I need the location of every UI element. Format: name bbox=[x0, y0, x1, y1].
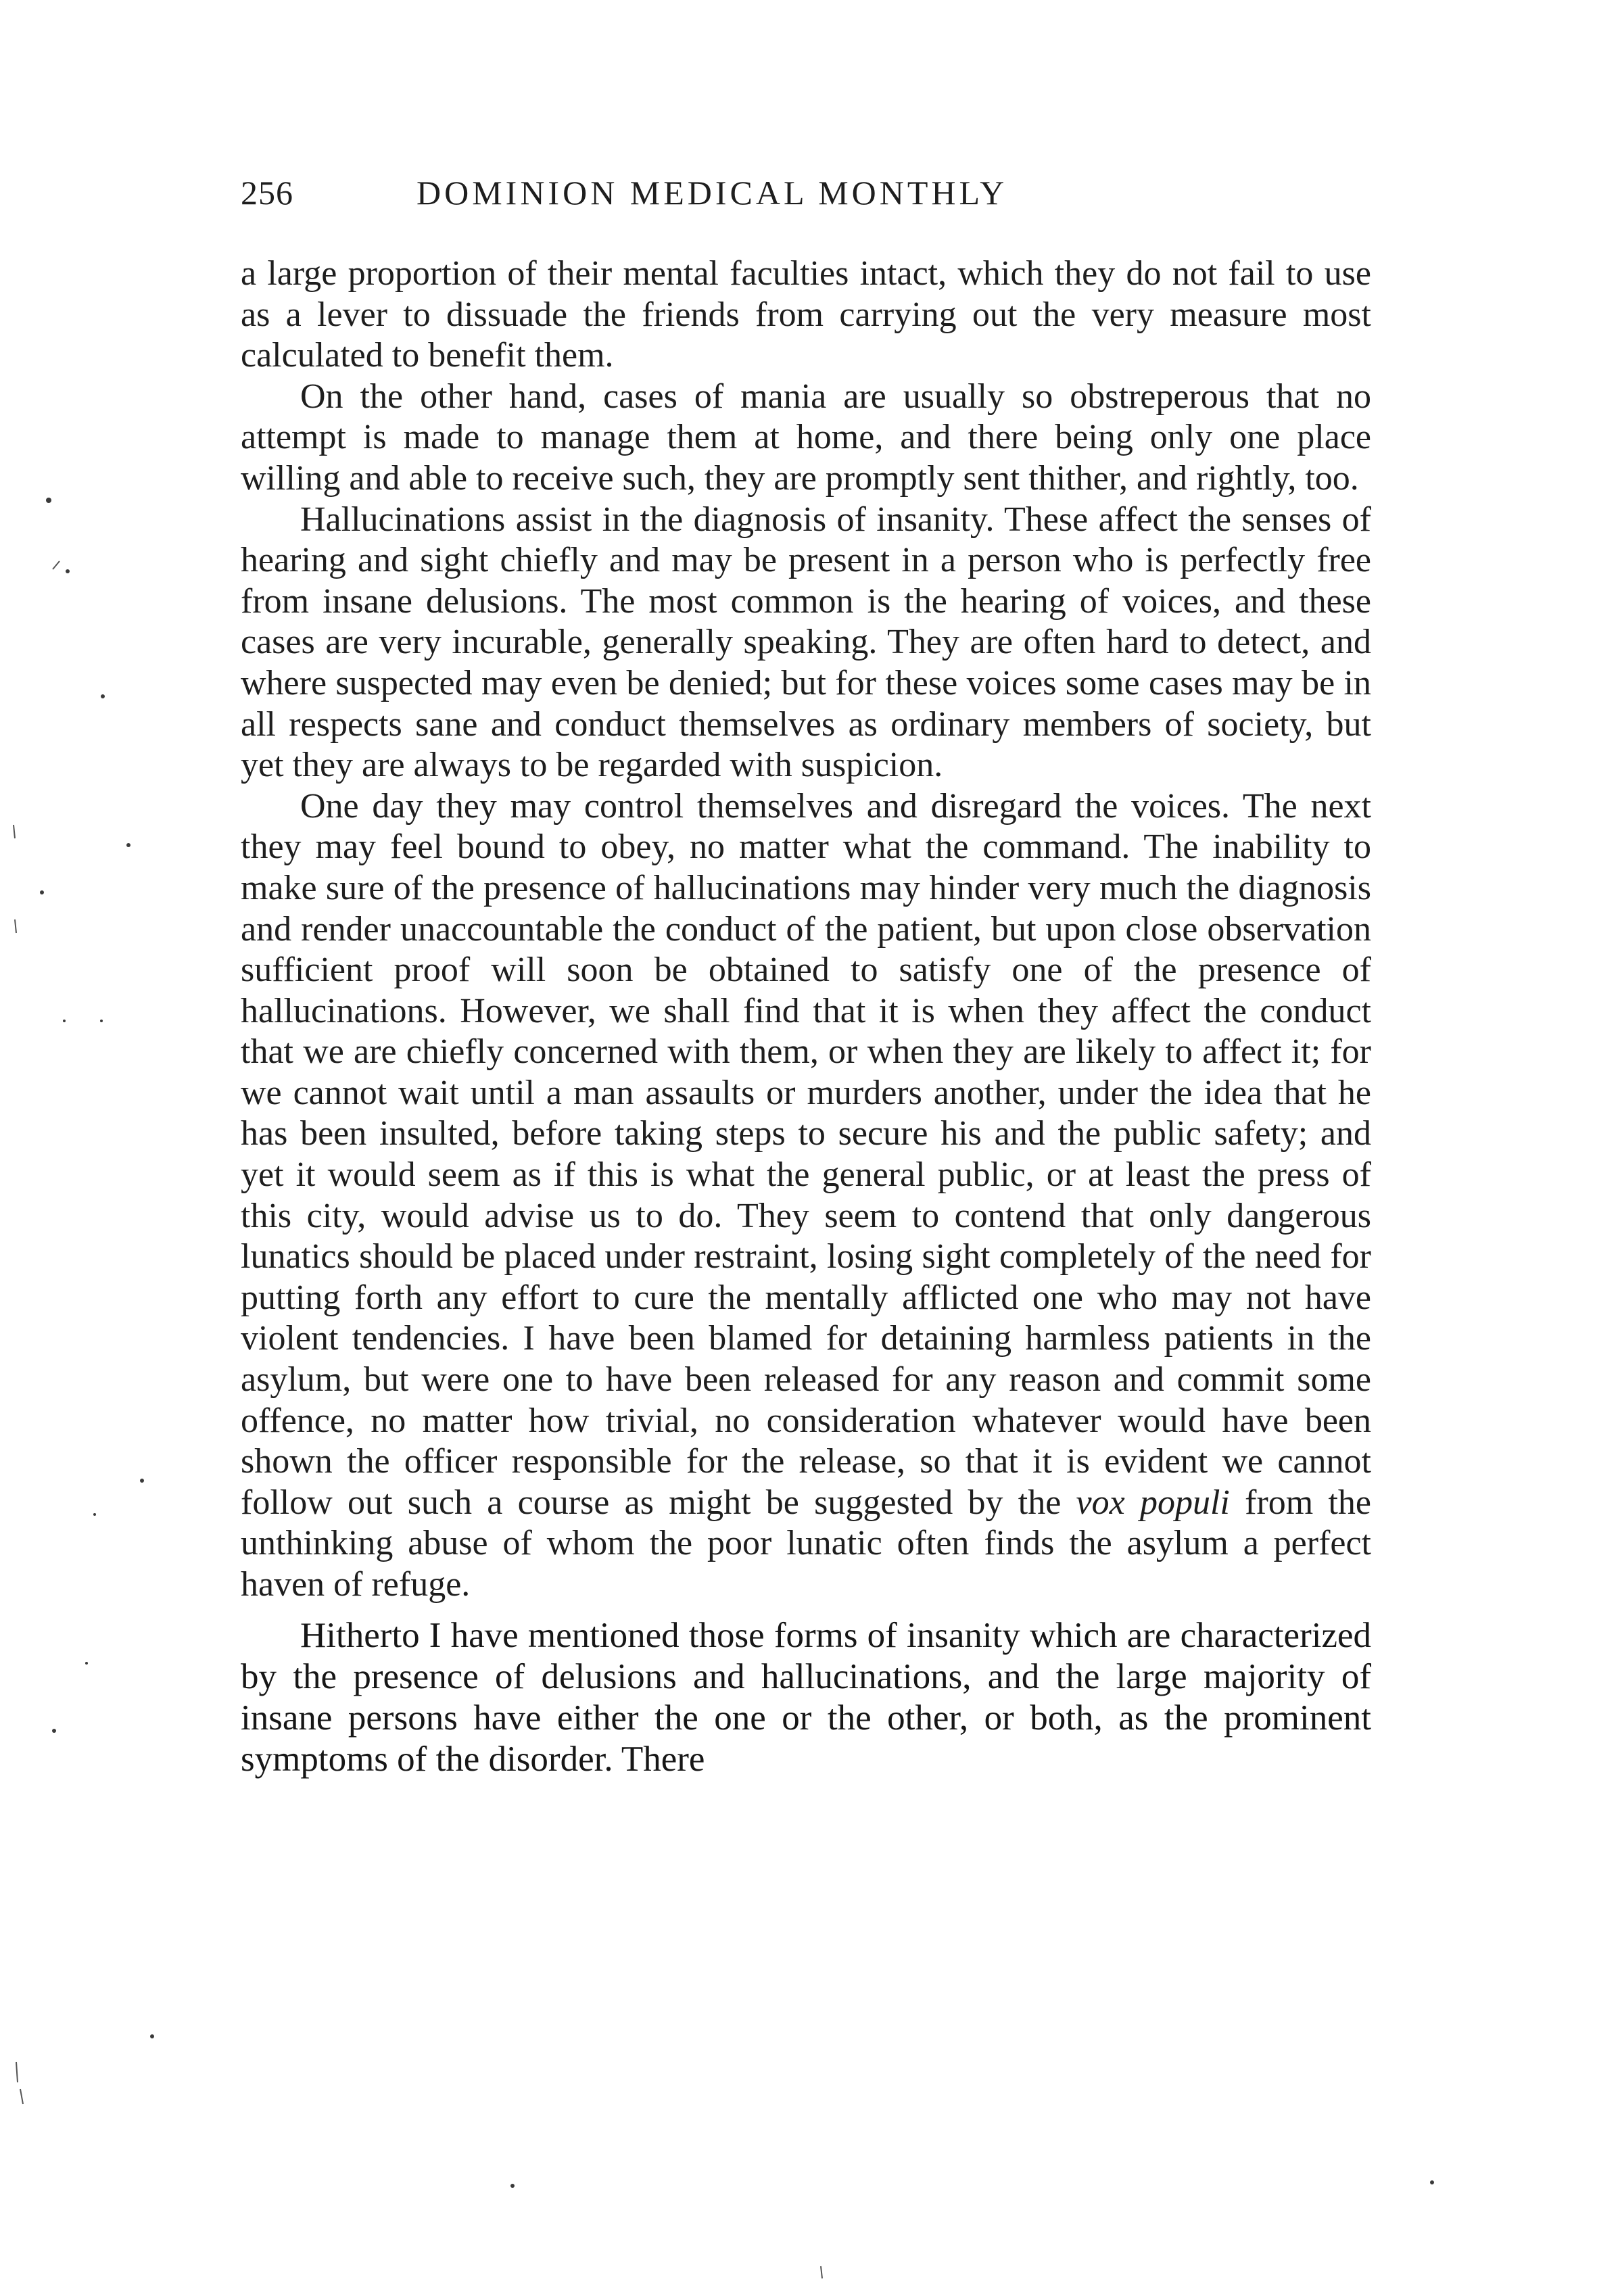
paragraph-hitherto: Hitherto I have mentioned those forms of insanity which are characterized by the presence of delusions and hallucinations, and the large majority of insane persons have either the one or the other, or both, as the prominent symptoms of the disorder. There bbox=[241, 1615, 1371, 1779]
page-number: 256 bbox=[241, 174, 293, 212]
paragraph-hallucinations: Hallucinations assist in the diagnosis of insanity. These affect the senses of hearing and sight chiefly and may be present in a person who is perfectly free from insane delusions. The most common is the hearing of voices, and these cases are very incurable, generally speaking. They are often hard to detect, and where suspected may even be denied; but for these voices some cases may be in all respects sane and conduct themselves as ordinary members of society, but yet they are always to be regarded with suspicion. bbox=[241, 500, 1371, 785]
paragraph-continued: a large proportion of their mental faculties intact, which they do not fail to use as a lever to dissuade the friends from carrying out the very measure most calculated to benefit them. bbox=[241, 254, 1371, 375]
body-text bbox=[241, 254, 1371, 1780]
italic-phrase: vox populi bbox=[1076, 1483, 1230, 1522]
paragraph-one-day bbox=[241, 786, 1371, 1606]
running-head bbox=[241, 169, 1377, 216]
journal-title: DOMINION MEDICAL MONTHLY bbox=[416, 174, 1008, 212]
paragraph-text-end: from the unthinking abuse of whom the poor lunatic often finds the asylum a perfect haven of refuge. bbox=[241, 1483, 1372, 1604]
paragraph-mania: On the other hand, cases of mania are usually so obstreperous that no attempt is made to manage them at home, and there being only one place willing and able to receive such, they are promptly sent thither, and rightly, too. bbox=[241, 377, 1371, 498]
paragraph-text: One day they may control themselves and disregard the voices. The next they may feel bound to obey, no matter what the command. The inability to make sure of the presence of hallucinations may hinder very much the diagnosis and render unaccountable the conduct of the patient, but upon close observation sufficient proof will soon be obtained to satisfy one of the presence of hallucinations. However, we shall find that it is when they affect the conduct that we are chiefly concerned with them, or when they are likely to affect it; for we cannot wait until a man assaults or murders another, under the idea that he has been insulted, before taking steps to secure his and the public safety; and yet it would seem as if this is what the general public, or at least the press of this city, would advise us to do. They seem to contend that only dangerous lunatics should be placed under restraint, losing sight completely of the need for putting forth any effort to cure the mentally afflicted one who may not have violent tendencies. I have been blamed for detaining harmless patients in the asylum, but were one to have been released for any reason and commit some offence, no matter how trivial, no consideration whatever would have been shown the officer responsible for the release, so that it is evident we cannot follow out such a course as might be suggested by the bbox=[241, 786, 1371, 1522]
